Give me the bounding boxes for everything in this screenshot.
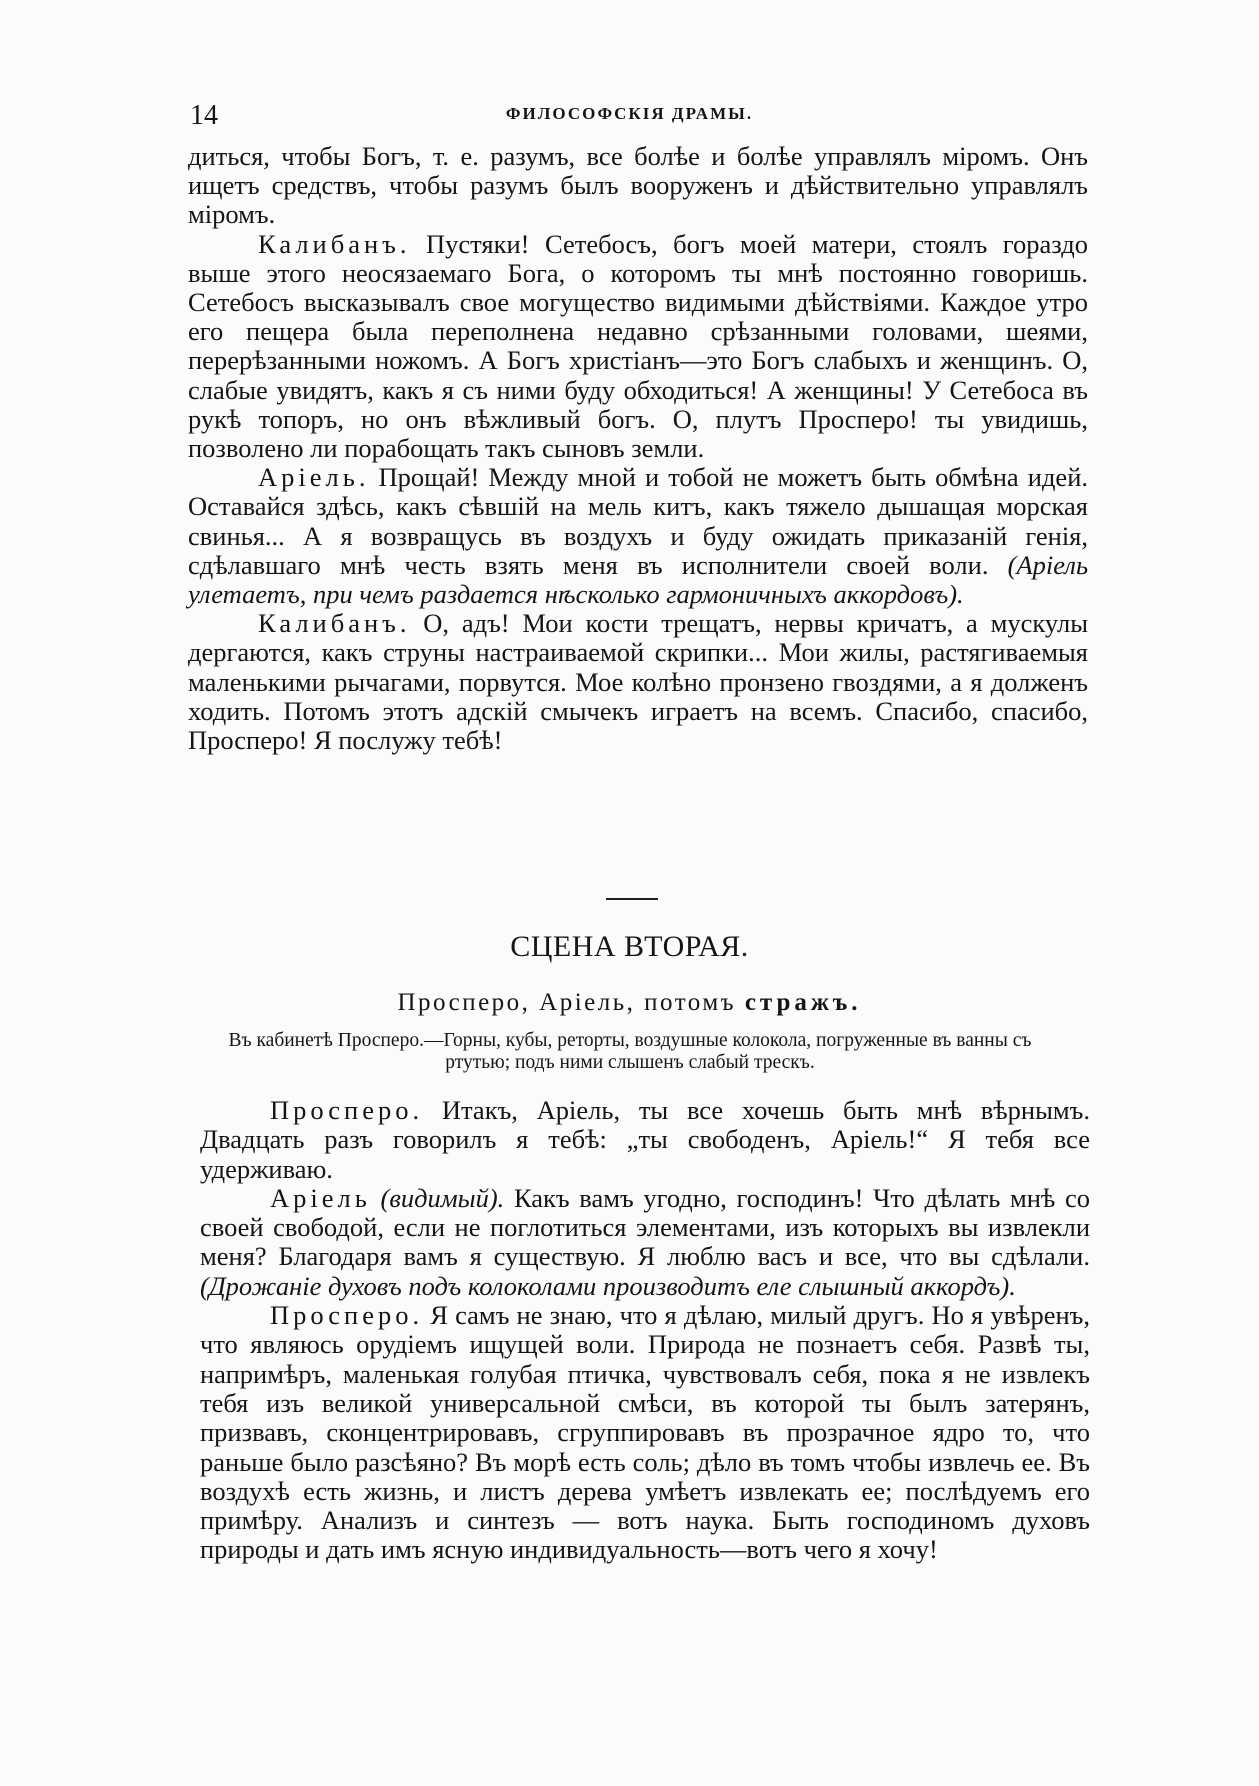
speech-text: Прощай! Между мной и тобой не можетъ быть обмѣна идей. Оставайся здѣсь, какъ сѣвшій на мель китъ, какъ тяжело дышащая морская свинья... А я возвращусь въ воздухъ и буду ожидать приказаній генія, сдѣлавшаго мнѣ честь взять меня въ исполнители своей воли.	[188, 462, 1088, 580]
stage-direction: (Аріель улетаетъ, при чемъ раздается нѣсколько гармоничныхъ аккордовъ).	[188, 549, 1089, 610]
speaker-name: Аріель.	[258, 462, 370, 493]
characters-bold: стражъ.	[744, 989, 862, 1016]
speech-text: Какъ вамъ угодно, господинъ! Что дѣлать мнѣ со своей свободой, если не поглотиться элементами, изъ которыхъ вы извлекли меня? Благодаря вамъ я существую. Я люблю васъ и все, что вы сдѣлали.	[200, 1182, 1091, 1272]
scene-two-text	[200, 1096, 1090, 1565]
scene-one-text	[188, 142, 1088, 755]
speaker-name: Просперо.	[270, 1095, 424, 1125]
paragraph-ariel-2	[200, 1184, 1090, 1301]
scene-characters	[0, 989, 1259, 1017]
speech-text: Итакъ, Аріель, ты все хочешь быть мнѣ вѣрнымъ. Двадцать разъ говорилъ я тебѣ: „ты свободенъ, Аріель!“ Я тебя все удерживаю.	[200, 1095, 1091, 1184]
scene-setting: Въ кабинетѣ Просперо.—Горны, кубы, реторты, воздушные колокола, погруженные въ ванны съ ртутью; подъ ними слышенъ слабый трескъ.	[228, 1030, 1032, 1073]
speaker-name: Калибанъ.	[258, 608, 411, 639]
characters-list: Просперо, Аріель, потомъ	[397, 989, 737, 1016]
scene-title: СЦЕНА ВТОРАЯ.	[510, 930, 749, 963]
speaker-name: Просперо.	[270, 1300, 424, 1331]
paragraph-caliban-2	[188, 609, 1088, 755]
paragraph-caliban-1	[188, 230, 1088, 464]
paragraph-prospero-2	[200, 1301, 1090, 1565]
stage-direction: (видимый).	[380, 1182, 505, 1213]
paragraph-prospero-1	[200, 1096, 1090, 1184]
speech-text: Я самъ не знаю, что я дѣлаю, милый другъ. Но я увѣренъ, что являюсь орудіемъ ищущей воли. Природа не познаетъ себя. Развѣ ты, напримѣръ, маленькая голубая птичка, чувствовалъ себя, пока я не извлекъ тебя изъ великой универсальной смѣси, въ которой ты былъ затерянъ, призвавъ, сконцентрировавъ, сгруппировавъ въ прозрачное ядро то, что раньше было разсѣяно? Въ морѣ есть соль; дѣло въ томъ чтобы извлечь ее. Въ воздухѣ есть жизнь, и листъ дерева умѣетъ извлекать ее; послѣдуемъ его примѣру. Анализъ и синтезъ — вотъ наука. Быть господиномъ духовъ природы и дать имъ ясную индивидуальность—вотъ чего я хочу!	[200, 1300, 1091, 1565]
speech-text: Пустяки! Сетебосъ, богъ моей матери, стоялъ гораздо выше этого неосязаемаго Бога, о которомъ ты мнѣ постоянно говоришь. Сетебосъ высказывалъ свое могущество видимыми дѣйствіями. Каждое утро его пещера была переполнена недавно срѣзанными головами, шеями, перерѣзанными ножомъ. А Богъ христіанъ—это Богъ слабыхъ и женщинъ. О, слабые увидятъ, какъ я съ ними буду обходиться! А женщины! У Сетебоса въ рукѣ топоръ, но онъ вѣжливый богъ. О, плутъ Просперо! ты увидишь, позволено ли порабощать такъ сыновъ земли.	[188, 228, 1088, 464]
speaker-name: Аріель	[270, 1182, 371, 1213]
speaker-name: Калибанъ.	[258, 228, 411, 259]
stage-direction: (Дрожаніе духовъ подъ колоколами производитъ еле слышный аккордъ).	[200, 1270, 1016, 1301]
section-divider	[606, 898, 658, 900]
page-number: 14	[190, 100, 218, 131]
speech-text: О, адъ! Мои кости трещатъ, нервы кричатъ, а мускулы дергаются, какъ струны настраиваемой скрипки... Мои жилы, растягиваемыя маленькими рычагами, порвутся. Мое колѣно пронзено гвоздями, а я долженъ ходить. Потомъ этотъ адскій смычекъ играетъ на всемъ. Спасибо, спасибо, Просперо! Я послужу тебѣ!	[188, 608, 1088, 756]
running-title: ФИЛОСОФСКІЯ ДРАМЫ.	[505, 104, 754, 123]
paragraph-continuation: диться, чтобы Богъ, т. е. разумъ, все болѣе и болѣе управлялъ міромъ. Онъ ищетъ средствъ, чтобы разумъ былъ вооруженъ и дѣйствительно управлялъ міромъ.	[188, 141, 1088, 230]
paragraph-ariel-1	[188, 463, 1088, 609]
